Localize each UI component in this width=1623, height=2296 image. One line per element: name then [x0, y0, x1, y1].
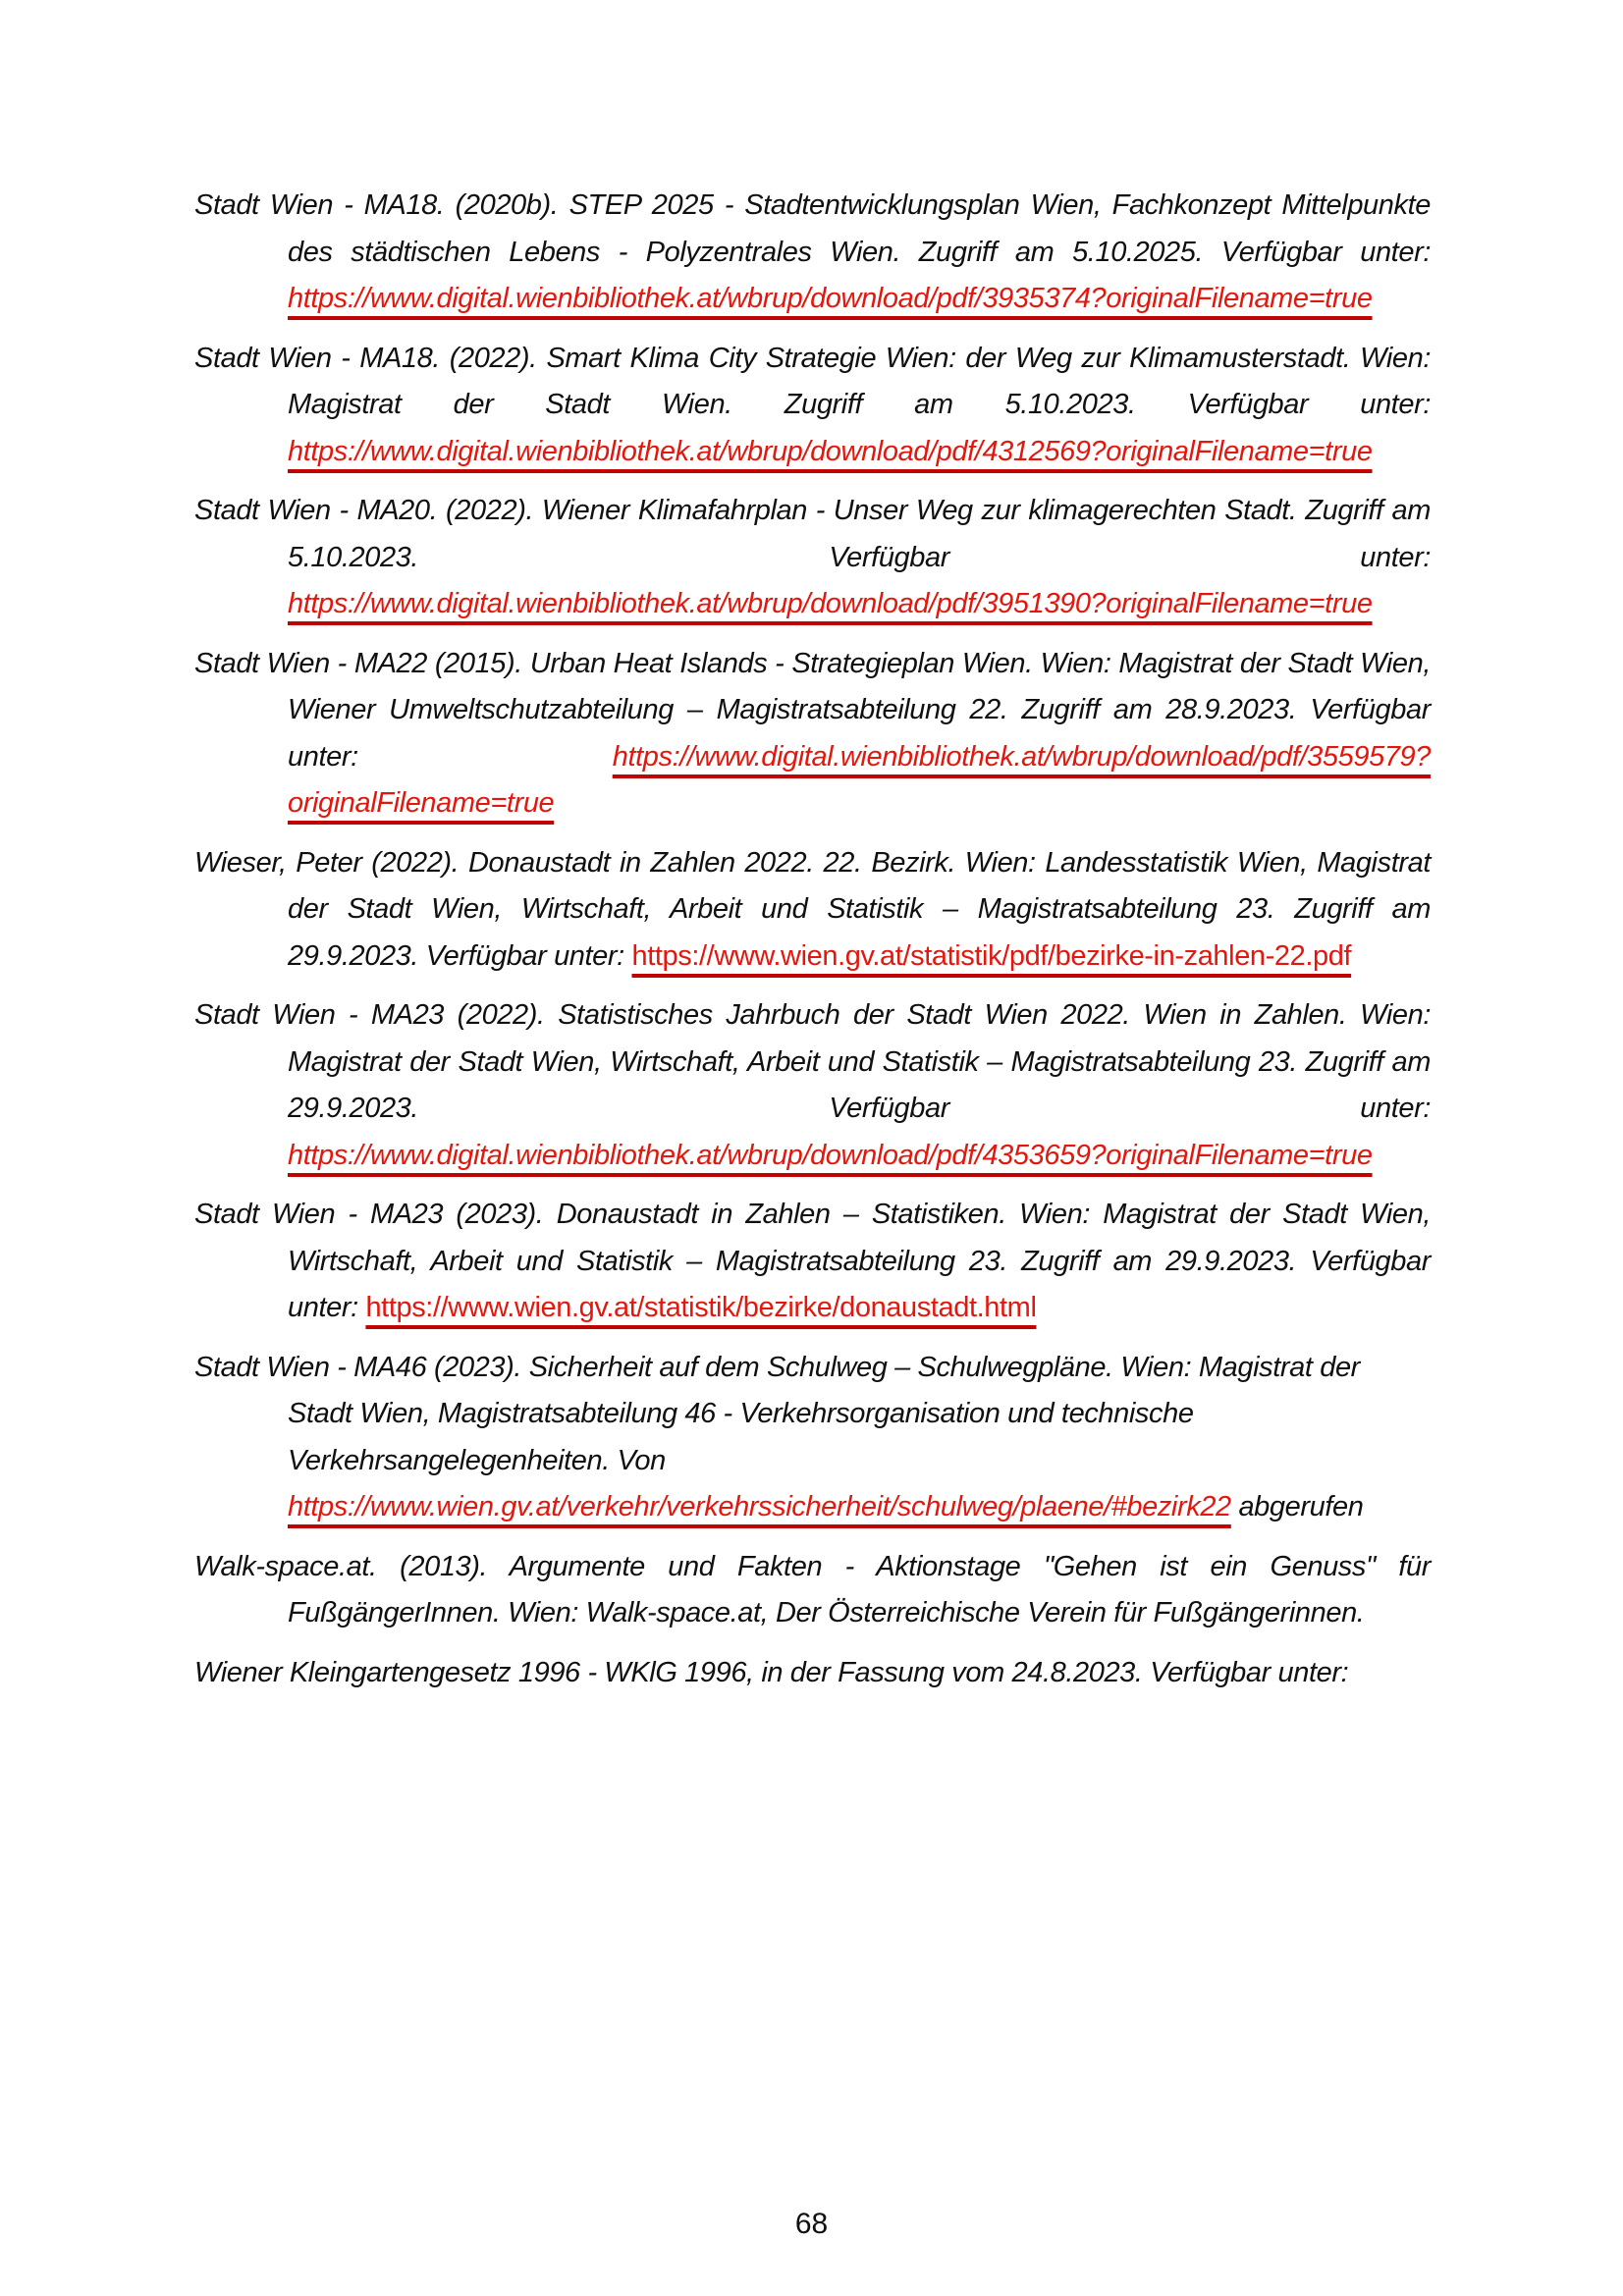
references-list	[194, 183, 1431, 1709]
reference-entry	[194, 992, 1431, 1179]
reference-link[interactable]: https://www.wien.gv.at/statistik/pdf/bezirke-in-zahlen-22.pdf	[631, 939, 1352, 972]
reference-link[interactable]: https://www.wien.gv.at/statistik/bezirke/donaustadt.html	[365, 1292, 1037, 1323]
reference-link[interactable]: https://www.digital.wienbibliothek.at/wbrup/download/pdf/4353659?originalFilename=true	[288, 1139, 1373, 1171]
reference-text: abgerufen	[1238, 1491, 1364, 1522]
reference-text: Walk-space.at. (2013). Argumente und Fakten - Aktionstage "Gehen ist ein Genuss" für FußgängerInnen. Wien: Walk-space.at, Der Österreichische Verein für Fußgängerinnen.	[194, 1550, 1431, 1629]
reference-link[interactable]: https://www.digital.wienbibliothek.at/wbrup/download/pdf/4312569?originalFilename=true	[288, 435, 1373, 467]
reference-entry	[194, 336, 1431, 476]
reference-text: Stadt Wien - MA18. (2022). Smart Klima City Strategie Wien: der Weg zur Klimamusterstadt. Wien: Magistrat der Stadt Wien. Zugriff am 5.10.2023. Verfügbar unter:	[194, 342, 1431, 420]
reference-text: Stadt Wien - MA23 (2023). Donaustadt in Zahlen – Statistiken. Wien: Magistrat der Stadt Wien, Wirtschaft, Arbeit und Statistik – Magistratsabteilung 23. Zugriff am 29.9.2023. Verfügbar unter:	[194, 1199, 1431, 1323]
reference-entry	[194, 1192, 1431, 1332]
reference-entry	[194, 183, 1431, 323]
reference-entry	[194, 1650, 1431, 1697]
reference-entry	[194, 1345, 1431, 1531]
reference-text: Stadt Wien - MA20. (2022). Wiener Klimafahrplan - Unser Weg zur klimagerechten Stadt. Zugriff am 5.10.2023. Verfügbar unter:	[194, 495, 1431, 573]
reference-text: Stadt Wien - MA18. (2020b). STEP 2025 - Stadtentwicklungsplan Wien, Fachkonzept Mittelpunkte des städtischen Lebens - Polyzentrales Wien. Zugriff am 5.10.2025. Verfügbar unter:	[194, 189, 1431, 268]
reference-entry	[194, 1544, 1431, 1637]
reference-link[interactable]: https://www.digital.wienbibliothek.at/wbrup/download/pdf/3559579?originalFilename=true	[288, 740, 1431, 819]
reference-link[interactable]: https://www.digital.wienbibliothek.at/wbrup/download/pdf/3951390?originalFilename=true	[288, 588, 1373, 619]
reference-text: Wiener Kleingartengesetz 1996 - WKlG 1996, in der Fassung vom 24.8.2023. Verfügbar unter:	[194, 1656, 1349, 1688]
reference-text: Stadt Wien - MA22 (2015). Urban Heat Islands - Strategieplan Wien. Wien: Magistrat der Stadt Wien, Wiener Umweltschutzabteilung – Magistratsabteilung 22. Zugriff am 28.9.2023. Verfügbar unter:	[194, 647, 1431, 773]
reference-text: Wieser, Peter (2022). Donaustadt in Zahlen 2022. 22. Bezirk. Wien: Landesstatistik Wien, Magistrat der Stadt Wien, Wirtschaft, Arbeit und Statistik – Magistratsabteilung 23. Zugriff am 29.9.2023. Verfügbar unter:	[194, 846, 1431, 972]
reference-link[interactable]: https://www.wien.gv.at/verkehr/verkehrssicherheit/schulweg/plaene/#bezirk22	[288, 1491, 1231, 1522]
reference-link[interactable]: https://www.digital.wienbibliothek.at/wbrup/download/pdf/3935374?originalFilename=true	[288, 283, 1373, 314]
reference-text: Stadt Wien - MA46 (2023). Sicherheit auf dem Schulweg – Schulwegpläne. Wien: Magistrat der Stadt Wien, Magistratsabteilung 46 - Verkehrsorganisation und technische Verkehrsangelegenheiten. Von	[194, 1351, 1360, 1476]
reference-entry	[194, 488, 1431, 628]
page-number: 68	[794, 2208, 829, 2240]
reference-entry	[194, 641, 1431, 828]
reference-entry	[194, 840, 1431, 981]
reference-text: Stadt Wien - MA23 (2022). Statistisches Jahrbuch der Stadt Wien 2022. Wien in Zahlen. Wien: Magistrat der Stadt Wien, Wirtschaft, Arbeit und Statistik – Magistratsabteilung 23. Zugriff am 29.9.2023. Verfügbar unter:	[194, 999, 1431, 1124]
